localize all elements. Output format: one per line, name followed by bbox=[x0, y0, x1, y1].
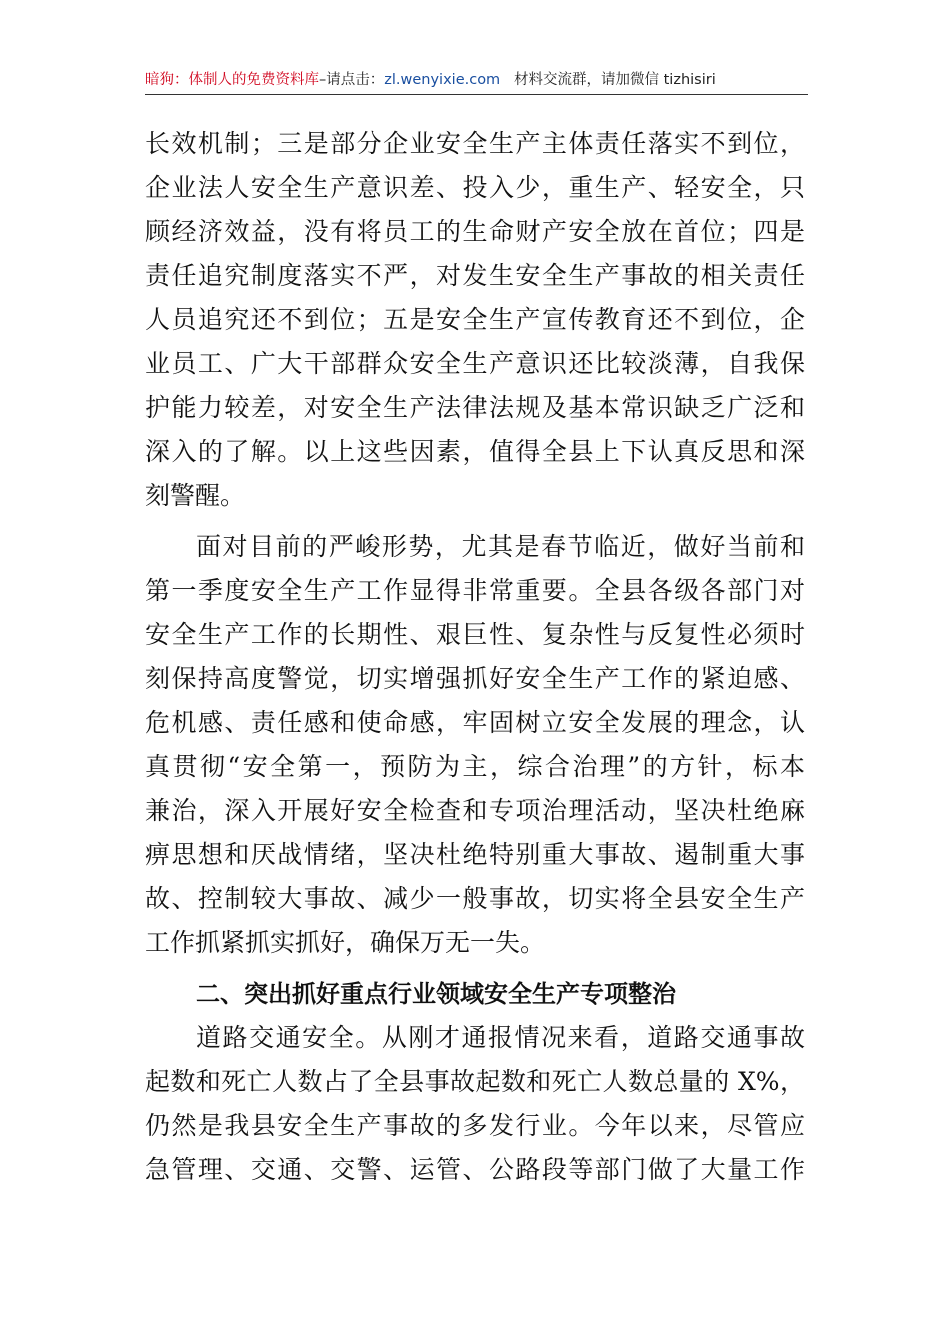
text-line: 刻警醒。 bbox=[145, 481, 246, 510]
header-wechat-note: 材料交流群，请加微信 tizhisiri bbox=[514, 72, 716, 88]
header-url-link[interactable]: zl.wenyixie.com bbox=[384, 72, 501, 88]
text-line: 责任追究制度落实不严，对发生安全生产事故的相关责任 bbox=[145, 261, 805, 290]
text-line: 道路交通安全。从刚才通报情况来看，道路交通事故 bbox=[196, 1023, 805, 1052]
text-line: 危机感、责任感和使命感，牢固树立安全发展的理念，认 bbox=[145, 708, 805, 737]
text-line: 真贯彻“安全第一，预防为主，综合治理”的方针，标本 bbox=[145, 752, 805, 781]
text-line: 兼治，深入开展好安全检查和专项治理活动，坚决杜绝麻 bbox=[145, 796, 805, 825]
page-header bbox=[145, 68, 808, 92]
text-line: 企业法人安全生产意识差、投入少，重生产、轻安全，只 bbox=[145, 173, 805, 202]
text-line: 起数和死亡人数占了全县事故起数和死亡人数总量的 X%， bbox=[145, 1067, 805, 1096]
text-line: 安全生产工作的长期性、艰巨性、复杂性与反复性必须时 bbox=[145, 620, 805, 649]
text-line: 长效机制；三是部分企业安全生产主体责任落实不到位， bbox=[145, 129, 805, 158]
text-line: 深入的了解。以上这些因素，值得全县上下认真反思和深 bbox=[145, 437, 805, 466]
text-line: 业员工、广大干部群众安全生产意识还比较淡薄，自我保 bbox=[145, 349, 805, 378]
text-line: 顾经济效益，没有将员工的生命财产安全放在首位；四是 bbox=[145, 217, 805, 246]
text-line: 面对目前的严峻形势，尤其是春节临近，做好当前和 bbox=[196, 532, 805, 561]
header-site-name: 暗狗：体制人的免费资料库 bbox=[145, 72, 319, 88]
text-line: 故、控制较大事故、减少一般事故，切实将全县安全生产 bbox=[145, 884, 805, 913]
text-line: 刻保持高度警觉，切实增强抓好安全生产工作的紧迫感、 bbox=[145, 664, 805, 693]
header-divider bbox=[145, 94, 808, 95]
text-line: 护能力较差，对安全生产法律法规及基本常识缺乏广泛和 bbox=[145, 393, 805, 422]
section-heading: 二、突出抓好重点行业领域安全生产专项整治 bbox=[196, 980, 676, 1008]
text-line: 痹思想和厌战情绪，坚决杜绝特别重大事故、遏制重大事 bbox=[145, 840, 805, 869]
text-line: 人员追究还不到位；五是安全生产宣传教育还不到位，企 bbox=[145, 305, 805, 334]
text-line: 第一季度安全生产工作显得非常重要。全县各级各部门对 bbox=[145, 576, 805, 605]
text-line: 仍然是我县安全生产事故的多发行业。今年以来，尽管应 bbox=[145, 1111, 805, 1140]
header-click-prompt: –请点击： bbox=[319, 72, 385, 88]
text-line: 工作抓紧抓实抓好，确保万无一失。 bbox=[145, 928, 546, 957]
text-line: 急管理、交通、交警、运管、公路段等部门做了大量工作 bbox=[145, 1155, 805, 1184]
